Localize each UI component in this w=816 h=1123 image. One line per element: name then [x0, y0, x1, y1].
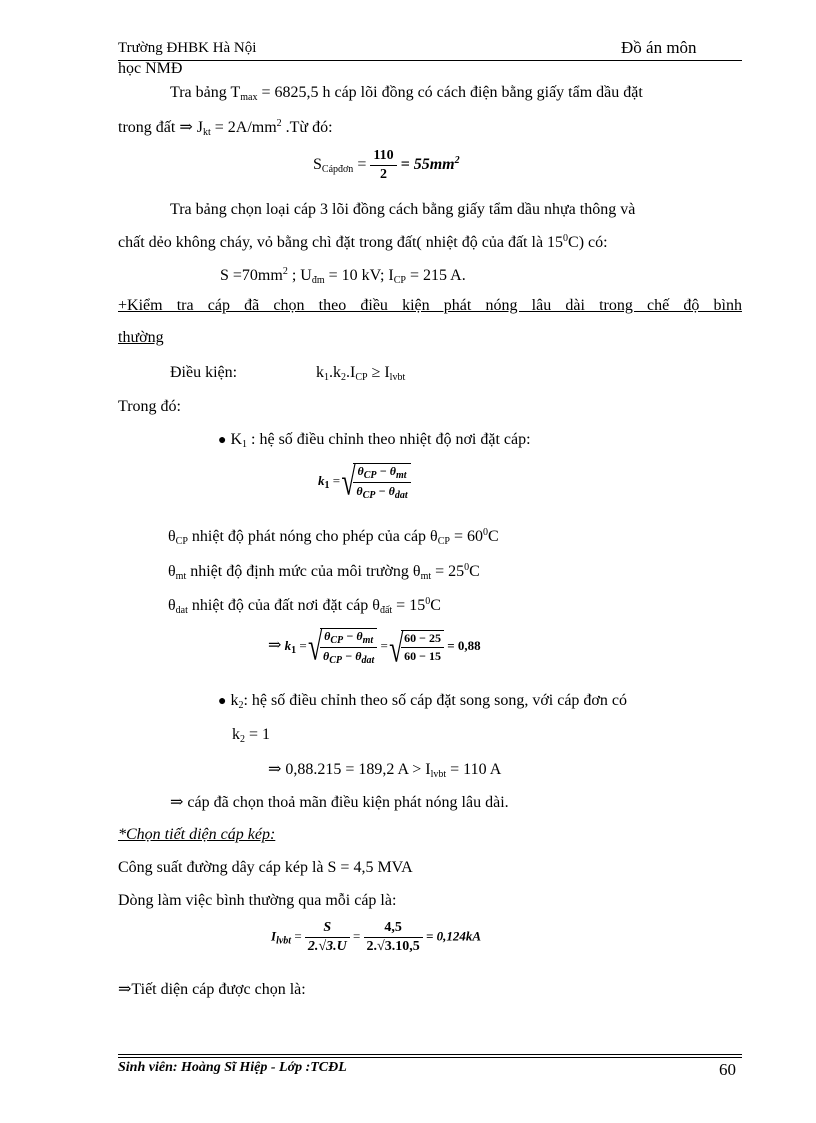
footer-rule-top [118, 1054, 742, 1055]
power-line: Công suất đường dây cáp kép là S = 4,5 MVA [118, 859, 413, 876]
header-title: Đồ án môn [621, 38, 697, 57]
theta-dat-line: $\theta_{dat}$ nhiệt độ của đất nơi đặt cáp $\theta_{đất} = 15^0C$ [168, 596, 441, 616]
equation-s-cap-don: $S_{Cápđơn}$ = $\frac{110}{2}$ = $55mm^2$ [313, 148, 460, 182]
para-1-line-2: trong đất ⇒ $J_{kt} = 2A/mm^2$ .Từ đó: [118, 118, 333, 138]
para-1-line-1: Tra bảng $T_{max} = 6825,5$ h cáp lõi đồng có cách điện bằng giấy tẩm dầu đặt [170, 84, 643, 103]
bullet-icon: ● [218, 433, 227, 448]
condition-formula: $k_1.k_2.I_{CP} \ge I_{lvbt}$ [316, 364, 406, 383]
k1-definition: ● $K_1$ : hệ số điều chỉnh theo nhiệt độ nơi đặt cáp: [218, 431, 531, 450]
cable-spec: $S =70mm^2$ ; $U_{đm} = 10$ kV; $I_{CP} = 215$ A. [220, 266, 466, 286]
footer-student: Sinh viên: Hoàng Sĩ Hiệp - Lớp :TCĐL [118, 1060, 347, 1075]
theta-mt-line: $\theta_{mt}$ nhiệt độ định mức của môi trường $\theta_{mt} = 25^0C$ [168, 562, 480, 582]
footer-rule-bottom [118, 1057, 742, 1058]
para-2-line-1: Tra bảng chọn loại cáp 3 lõi đồng cách bằng giấy tẩm dầu nhựa thông và [170, 201, 636, 218]
header-rule [118, 60, 742, 61]
theta-cp-line: $\theta_{CP}$ nhiệt độ phát nóng cho phép của cáp $\theta_{CP} = 60^0C$ [168, 527, 499, 547]
equation-k1: $k_1$ = √ $\frac{\theta_{CP} - \theta_{mt}}{\theta_{CP} - \theta_{dat}}$ [318, 463, 411, 501]
k2-value: $k_2 = 1$ [232, 726, 271, 745]
current-check: ⇒ 0,88.215 = 189,2 $A > I_{lvbt} = 110$ A [268, 761, 502, 780]
para-2-line-2: chất dẻo không cháy, vỏ bằng chì đặt trong đất( nhiệt độ của đất là $15^0C$) có: [118, 233, 608, 251]
bullet-icon: ● [218, 694, 227, 709]
header-continuation: học NMĐ [118, 60, 183, 77]
k2-definition: ● $k_2$: hệ số điều chỉnh theo số cáp đặt song song, với cáp đơn có [218, 692, 627, 711]
current-line: Dòng làm việc bình thường qua mỗi cáp là: [118, 892, 397, 909]
double-cable-heading: *Chọn tiết diện cáp kép: [118, 826, 276, 843]
conclusion: ⇒ cáp đã chọn thoả mãn điều kiện phát nóng lâu dài. [170, 794, 509, 811]
last-line: ⇒Tiết diện cáp được chọn là: [118, 981, 306, 998]
check-heading-line-2: thường [118, 329, 164, 346]
equation-k1-value: ⇒ $k_1$ = √ $\frac{\theta_{CP} - \theta_{mt}}{\theta_{CP} - \theta_{dat}}$ = √ $\frac{60 - 25}{60 - 15}$ = 0,88 [268, 628, 481, 666]
check-heading-line-1: +Kiểm tra cáp đã chọn theo điều kiện phát nóng lâu dài trong chế độ bình [118, 297, 742, 314]
header-school: Trường ĐHBK Hà Nội [118, 40, 257, 56]
where-label: Trong đó: [118, 398, 181, 415]
equation-i-lvbt: $I_{lvbt}$ = $\frac{S}{2.√3.U}$ = $\frac{4,5}{2.√3.10,5}$ = 0,124kA [271, 920, 482, 954]
page-number: 60 [719, 1060, 736, 1079]
condition-label: Điều kiện: [170, 364, 238, 381]
